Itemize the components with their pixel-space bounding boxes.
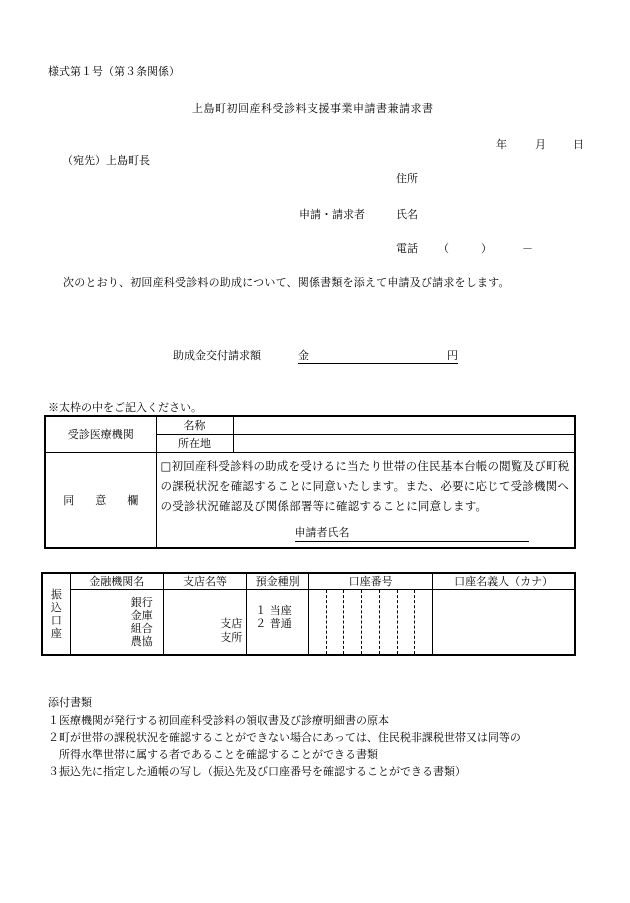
side-label-char: 込 [50,601,62,614]
signature-label: 申請者氏名 [294,526,350,539]
application-table [44,415,576,549]
side-label-char: 振 [50,588,62,601]
medical-institution-label: 受診医療機関 [45,416,156,453]
claim-amount-field[interactable] [298,350,458,364]
deposit-type-field[interactable] [247,590,309,656]
phone-open-paren: （ [438,242,449,255]
claim-prefix: 金 [298,349,309,362]
side-label-char: 座 [50,627,62,640]
address-label: 住所 [396,172,418,185]
deposit-option-savings[interactable]: ２ 普通 [255,617,292,630]
consent-label-char-3: 欄 [127,493,139,507]
institution-type: 金庫 [130,609,153,622]
claim-label: 助成金交付請求額 [173,349,261,362]
phone-close-paren: ） [481,242,492,255]
side-label-char: 口 [50,614,62,627]
phone-label: 電話 [396,242,418,255]
attachment-item: ３振込先に指定した通帳の写し（振込先及び口座番号を確認することができる書類） [48,765,466,778]
account-digit-field[interactable] [344,590,362,656]
account-digit-field[interactable] [362,590,380,656]
date-year-label: 年 [496,138,507,151]
instruction-note: ※太枠の中をご記入ください。 [48,401,202,414]
header-deposit-type: 預金種別 [247,573,309,590]
account-digit-field[interactable] [379,590,397,656]
institution-name-field[interactable] [233,416,575,435]
consent-checkbox[interactable]: □ [160,459,172,473]
institution-name-label: 名称 [156,416,233,435]
consent-label-char-2: 意 [95,493,107,507]
institution-type: 農協 [130,635,153,648]
account-holder-field[interactable] [433,590,575,656]
attachment-item: ２町が世帯の課税状況を確認することができない場合にあっては、住民税非課税世帯又は同等の [48,731,521,744]
institution-location-field[interactable] [233,435,575,453]
branch-type: 支店 [220,617,243,630]
header-account-holder: 口座名義人（カナ） [433,573,575,590]
statement: 次のとおり、初回産科受診料の助成について、関係書類を添えて申請及び請求をします。 [63,276,510,289]
transfer-account-label [42,573,70,655]
name-label: 氏名 [396,208,418,221]
institution-field[interactable] [70,590,163,656]
account-digit-field[interactable] [308,590,326,656]
institution-location-label: 所在地 [156,435,233,453]
phone-dash: － [522,242,533,255]
account-digit-field[interactable] [397,590,415,656]
claim-suffix: 円 [447,349,458,362]
attachments-heading: 添付書類 [48,696,92,709]
page-title: 上島町初回産科受診料支援事業申請書兼請求書 [192,102,434,115]
header-institution: 金融機関名 [70,573,163,590]
consent-field [156,453,575,549]
applicant-role-label: 申請・請求者 [299,208,365,221]
bank-account-table [41,572,576,656]
attachment-item: １医療機関が発行する初回産科受診料の領収書及び診療明細書の原本 [48,714,389,727]
consent-text-block [161,456,571,516]
date-month-label: 月 [535,138,546,151]
form-number: 様式第１号（第３条関係） [48,65,180,78]
header-account-number: 口座番号 [308,573,432,590]
consent-text: 初回産科受診料の助成を受けるに当たり世帯の住民基本台帳の閲覧及び町税の課税状況を確認することに同意いたします。また、必要に応じて受診機関への受診状況確認及び関係部署等に確認することに同意します。 [160,459,570,513]
date-day-label: 日 [573,138,584,151]
consent-label-char-1: 同 [63,493,75,507]
addressee: （宛先）上島町長 [62,154,150,167]
deposit-option-checking[interactable]: １ 当座 [255,604,292,617]
branch-type: 支所 [220,631,243,644]
account-digit-field[interactable] [415,590,433,656]
branch-field[interactable] [163,590,247,656]
institution-type: 組合 [130,622,153,635]
attachment-item-continued: 所得水準世帯に属する者であることを確認することができる書類 [59,748,378,761]
account-digit-field[interactable] [326,590,344,656]
signature-field[interactable] [295,527,529,542]
institution-type: 銀行 [130,596,153,609]
consent-label [45,453,156,549]
header-branch: 支店名等 [163,573,247,590]
